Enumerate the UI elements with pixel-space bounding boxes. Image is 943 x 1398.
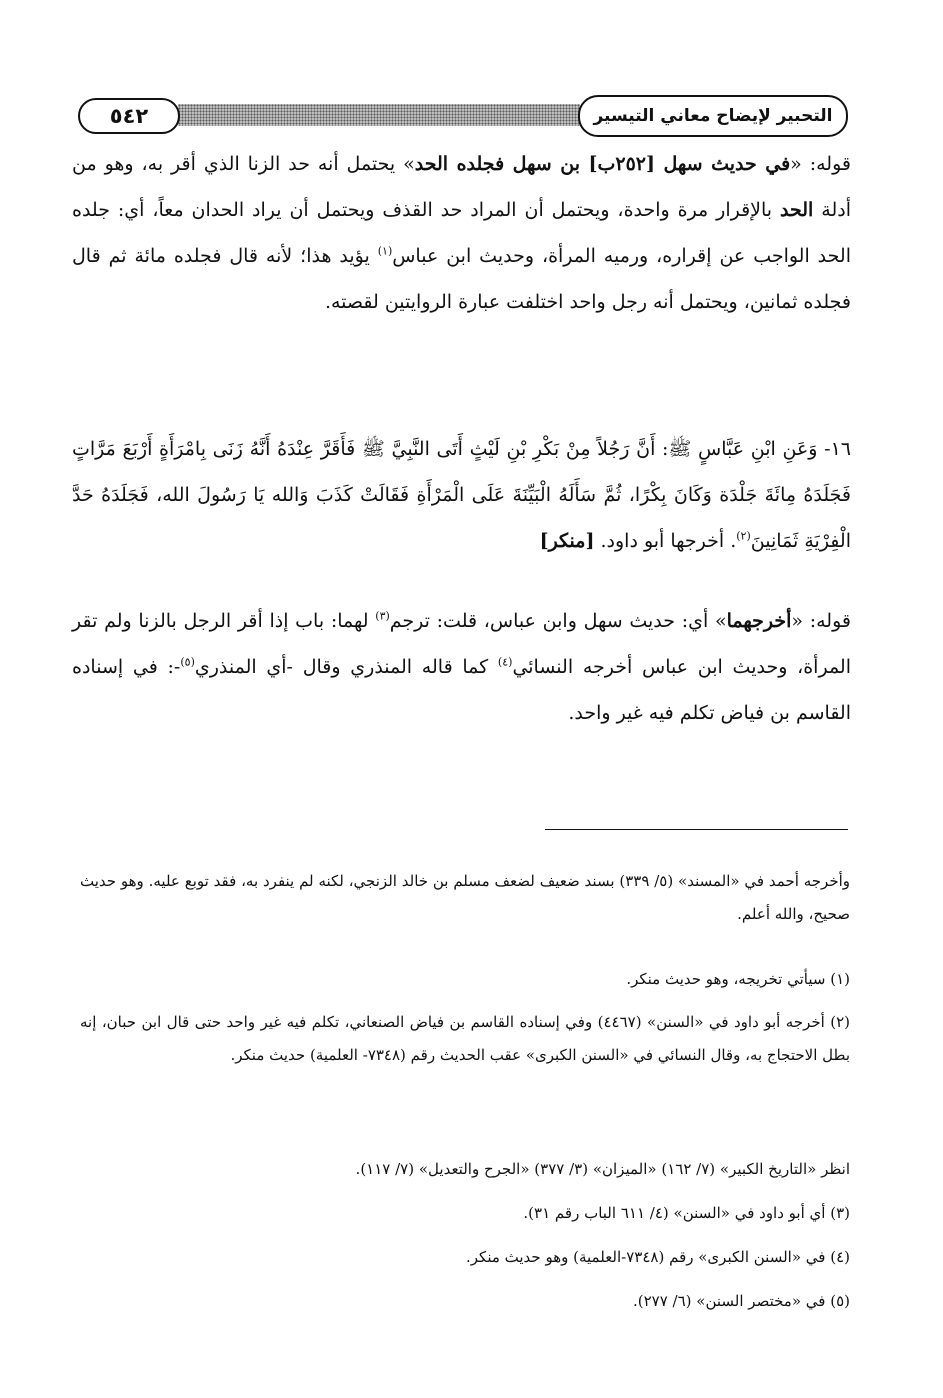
footnote-ref: (٢) (736, 529, 751, 543)
footnote-2: (٢) أخرجه أبو داود في «السنن» (٤٤٦٧) وفي إسناده القاسم بن فياض الصنعاني، تكلم فيه غير واحد حتى قال ابن حبان، إنه بطل الاحتجاج به، وقال النسائي في «السنن الكبرى» عقب الحديث رقم (٧٣٤٨- العلمية) حديث منكر. (80, 1013, 851, 1064)
footnote-ref: (١) (377, 244, 393, 258)
text-span: -: في إسناده القاسم بن فياض تكلم فيه غير واحد. (72, 656, 851, 724)
header-ornament-band (178, 104, 580, 126)
text-span: كما قاله المنذري وقال -أي المنذري (194, 656, 498, 678)
footnote-continuation: وأخرجه أحمد في «المسند» (٥/ ٣٣٩) بسند ضعيف لضعف مسلم بن خالد الزنجي، لكنه لم ينفرد به، فقد توبع عليه. وهو حديث صحيح، والله أعلم. (80, 872, 850, 923)
bold-word: الحد (780, 199, 814, 221)
footnote-4: (٤) في «السنن الكبرى» رقم (٧٣٤٨-العلمية) وهو حديث منكر. (465, 1248, 850, 1266)
hadith-body: ١٦- وَعَنِ ابْنِ عَبَّاسٍ ﷺ: أَنَّ رَجُلاً مِنْ بَكْرِ بْنِ لَيْثٍ أَتَى النَّبِيَّ ﷺ فَأَقَرَّ عِنْدَهُ أَنَّهُ زَنَى بِامْرَأَةٍ أَرْبَعَ مَرَّاتٍ فَجَلَدَهُ مِائَةَ جَلْدَة وَكَانَ بِكْرًا، ثُمَّ سَأَلَهُ الْبَيِّنَةَ عَلَى الْمَرْأَةِ فَقَالَتْ كَذَبَ وَالله يَا رَسُولَ الله، فَجَلَدَهُ حَدَّ الْفِرْيَةِ ثَمَانِينَ (72, 438, 851, 552)
footnote-separator (545, 829, 848, 830)
footnote-3: (٣) أي أبو داود في «السنن» (٤/ ٦١١ الباب رقم ٣١). (523, 1204, 850, 1222)
text-span: . أخرجها أبو داود. (594, 530, 737, 552)
hadith-text (72, 426, 851, 564)
quoted-phrase: أخرجهما (726, 610, 792, 632)
quoted-phrase: في حديث سهل [٢٥٢ب] بن سهل فجلده الحد (414, 153, 791, 175)
text-span: قوله: « (790, 153, 851, 175)
text-span: » يحتمل أنه حد الزنا الذي أقر به، وهو من أدلة (72, 153, 851, 221)
footnote-5: (٥) في «مختصر السنن» (٦/ ٢٧٧). (632, 1292, 850, 1310)
page-number: ٥٤٢ (78, 98, 180, 134)
text-span: » أي: حديث سهل وابن عباس، قلت: ترجم (389, 610, 727, 632)
footnote-ref: (٥) (180, 655, 195, 669)
hadith-grade: [منكر] (539, 530, 595, 552)
footnote-1: (١) سيأتي تخريجه، وهو حديث منكر. (626, 970, 850, 988)
text-span: يؤيد هذا؛ لأنه قال فجلده مائة ثم قال فجلده ثمانين، ويحتمل أنه رجل واحد اختلفت عبارة الروايتين لقصته. (72, 245, 851, 313)
commentary-paragraph-2 (72, 598, 851, 736)
running-header (78, 94, 848, 140)
footnote-ref: (٤) (497, 655, 513, 669)
book-title: التحبير لإيضاح معاني التيسير (578, 95, 848, 137)
commentary-paragraph-1 (72, 141, 851, 325)
text-span: قوله: « (791, 610, 851, 632)
footnote-2-sources: انظر «التاريخ الكبير» (٧/ ١٦٢) «الميزان» (٣/ ٣٧٧) «الجرح والتعديل» (٧/ ١١٧). (355, 1160, 850, 1178)
footnote-ref: (٣) (375, 609, 390, 623)
text-span: بالإقرار مرة واحدة، ويحتمل أن المراد حد القذف ويحتمل أن يراد الحدان معاً، أي: جلده الحد الواجب عن إقراره، ورميه المرأة، وحديث ابن عباس (72, 199, 851, 267)
text-span: لهما: باب إذا أقر الرجل بالزنا ولم تقر المرأة، وحديث ابن عباس أخرجه النسائي (72, 610, 851, 678)
